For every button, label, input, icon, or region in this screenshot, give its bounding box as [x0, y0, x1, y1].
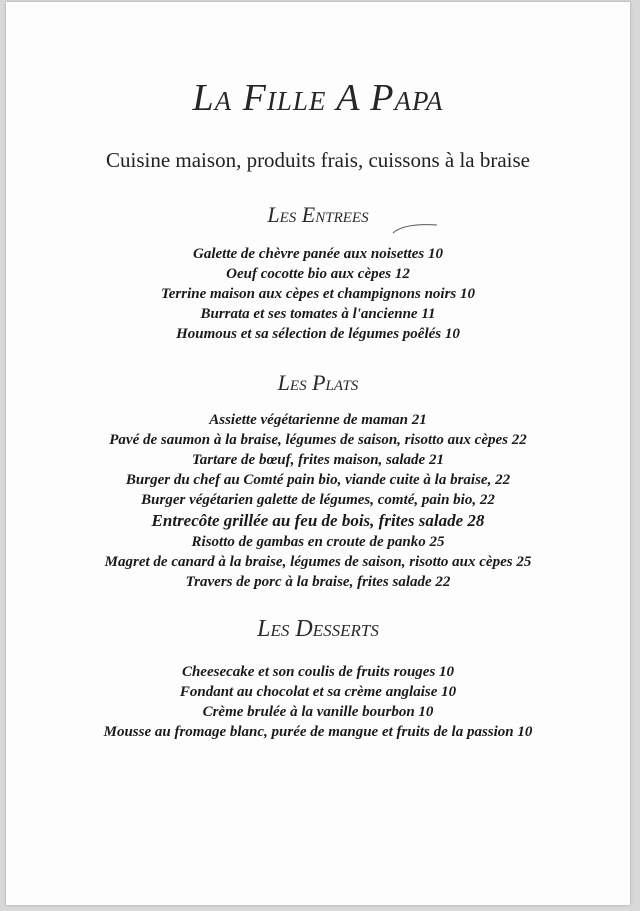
menu-item: Galette de chèvre panée aux noisettes 10	[193, 246, 443, 262]
menu-item: Tartare de bœuf, frites maison, salade 21	[192, 452, 444, 468]
menu-item: Burger du chef au Comté pain bio, viande cuite à la braise, 22	[125, 472, 511, 488]
menu-item: Risotto de gambas en croute de panko 25	[191, 534, 445, 550]
menu-item: Terrine maison aux cèpes et champignons noirs 10	[160, 286, 476, 302]
section-heading-desserts: Les Desserts	[257, 616, 379, 642]
menu-item: Cheesecake et son coulis de fruits rouges 10	[181, 664, 455, 680]
restaurant-subtitle: Cuisine maison, produits frais, cuissons à la braise	[105, 148, 531, 172]
menu-item: Oeuf cocotte bio aux cèpes 12	[226, 266, 410, 282]
menu-item: Houmous et sa sélection de légumes poêlés 10	[176, 326, 460, 342]
restaurant-title: La Fille A Papa	[192, 77, 444, 119]
menu-page	[6, 2, 630, 905]
section-heading-plats: Les Plats	[277, 370, 359, 395]
menu-item: Pavé de saumon à la braise, légumes de saison, risotto aux cèpes 22	[109, 432, 527, 448]
menu-item: Burger végétarien galette de légumes, comté, pain bio, 22	[141, 492, 495, 508]
list-desserts	[6, 662, 630, 742]
menu-item: Magret de canard à la braise, légumes de saison, risotto aux cèpes 25	[104, 554, 532, 570]
list-entrees	[6, 244, 630, 344]
menu-item: Crème brulée à la vanille bourbon 10	[202, 704, 434, 720]
section-heading-entrees: Les Entrees	[267, 202, 369, 227]
list-plats	[6, 410, 630, 592]
menu-item: Travers de porc à la braise, frites salade 22	[185, 574, 451, 590]
menu-item: Entrecôte grillée au feu de bois, frites salade 28	[151, 511, 485, 530]
flourish-decoration	[392, 220, 438, 234]
menu-item: Assiette végétarienne de maman 21	[209, 412, 427, 428]
menu-item: Mousse au fromage blanc, purée de mangue et fruits de la passion 10	[103, 724, 533, 740]
menu-item: Fondant au chocolat et sa crème anglaise 10	[179, 684, 457, 700]
menu-item: Burrata et ses tomates à l'ancienne 11	[200, 306, 436, 322]
